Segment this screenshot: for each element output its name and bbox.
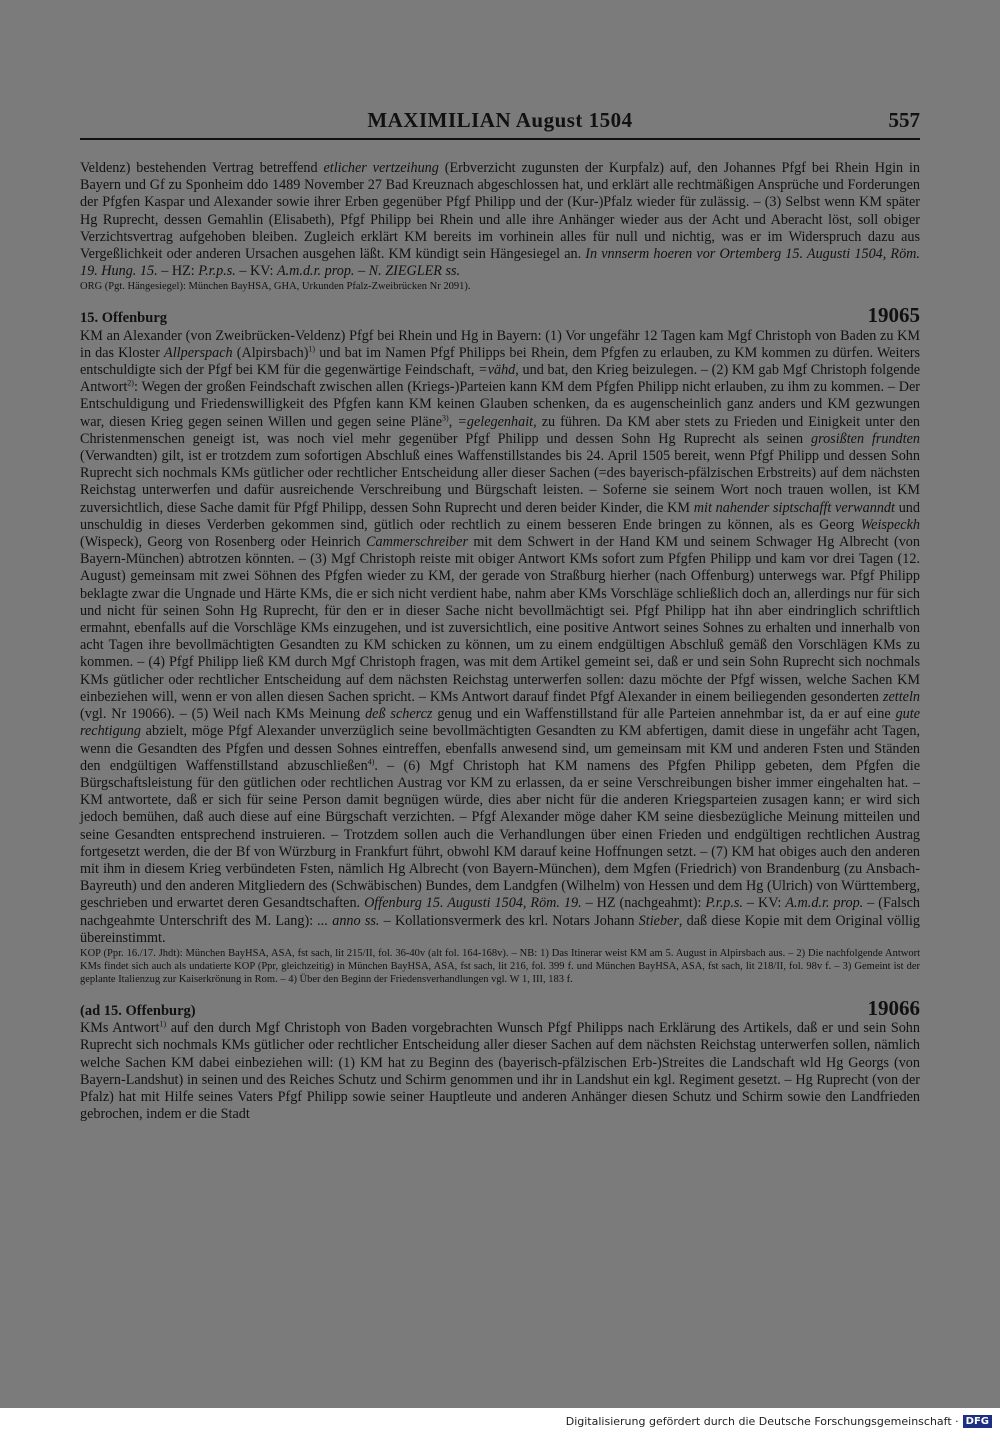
document-text: KMs Antwort$^{1)}$ auf den durch Mgf Christoph von Baden vorgebrachten Wunsch Pfgf Philipps nach Erklärung des Artikels, daß er und sein Sohn Ruprecht sich nochmals KMs gütlicher oder rechtlicher Entscheidung aller dieser Sachen auf dem nächsten Reichstag unterwerfen sollen, nämlich welche Sachen KM dabei einbeziehen will: (1) KM hat zu Beginn des (bayerisch-pfälzischen Erb-)Streites die Landschaft wld Hg Georgs (von Bayern-Landshut) in seinen und des Reiches Schutz und Schirm genommen und ihr in Landshut ein kgl. Regiment gesetzt. – Hg Ruprecht (von der Pfalz) hat mit Hilfe seines Vaters Pfgf Philipp sowie seiner Hauptleute und anderen Anhänger diesen Schutz und Schirm sowie den Landfrieden gebrochen, indem er die Stadt (80, 1019, 920, 1123)
credit-text: Digitalisierung gefördert durch die Deutsche Forschungsgemeinschaft · (565, 1415, 959, 1428)
source-note: KOP (Ppr. 16./17. Jhdt): München BayHSA, ASA, fst sach, lit 215/II, fol. 36-40v (alt fol. 164-168v). – NB: 1) Das Itinerar weist KM am 5. August in Alpirsbach aus. – 2) Die nachfolgende Antwort KMs findet sich auch als undatierte KOP (Ppr, gleichzeitig) in München BayHSA, ASA, fst sach, lit 216, fol. 399 f. und München BayHSA, ASA, fst sach, lit 218/II, fol. 98v f. – 3) Gemeint ist der geplante Italienzug zur Kaiserkrönung in Rom. – 4) Über den Beginn der Friedensverhandlungen vgl. W 1, III, 183 f. (80, 947, 920, 985)
footnote-marker: 2) (127, 378, 134, 388)
document-place-date: 15. Offenburg (80, 310, 167, 327)
source-note: ORG (Pgt. Hängesiegel): München BayHSA, GHA, Urkunden Pfalz-Zweibrücken Nr 2091). (80, 281, 471, 293)
document-place-date: (ad 15. Offenburg) (80, 1002, 196, 1019)
footnote-marker: 4) (367, 756, 375, 766)
dfg-logo: DFG (963, 1415, 992, 1428)
running-title: MAXIMILIAN August 1504 (367, 108, 633, 132)
footnote-marker: 1) (159, 1019, 167, 1029)
document-text: KM an Alexander (von Zweibrücken-Veldenz) Pfgf bei Rhein und Hg in Bayern: (1) Vor ungefähr 12 Tagen kam Mgf Christoph von Baden zu KM in das Kloster Allperspach (Alpirsbach)$^{1)}$ und bat im Namen Pfgf Philipps bei Rhein, dem Pfgfen zu erlauben, zu KM kommen zu dürfen. Weiters entschuldigte sich der Pfgf bei KM für die gegenwärtige Feindschaft, =vähd, und bat, den Krieg beizulegen. – (2) KM gab Mgf Christoph folgende Antwort$^{2)}$: Wegen der großen Feindschaft zwischen allen (Kriegs-)Parteien kann KM dem Pfgfen Philipp nicht erlauben, zu ihm zu kommen. – Der Entschuldigung und Friedenswilligkeit des Pfgfen kann KM keinen Glauben schenken, da es augenscheinlich ganz anders und KM gezwungen war, diesen Krieg gegen seinen Willen und gegen seine Pläne$^{3)}$, =gelegenhait, zu führen. Da KM aber stets zu Frieden und Einigkeit unter den Christenmenschen geneigt ist, was noch viel mehr gegenüber Pfgf Philipp und dessen Sohn Hg Ruprecht als seinen grosißten frundten (Verwandten) gilt, ist er trotzdem zum sofortigen Abschluß eines Waffenstillstandes bis 24. April 1505 bereit, wenn Pfgf Philipp und dessen Sohn Ruprecht sich nochmals KMs gütlicher oder rechtlicher Entscheidung aller dieser Sachen (=des bayerisch-pfälzischen Erbstreits) auf dem nächsten Reichstag unterwerfen und dafür ausreichende Verschreibung und Bürgschaft leisten. – Soferne sie seinem Wort noch trauen wollen, ist KM zuversichtlich, diese Sache damit für Pfgf Philipp, dessen Sohn Ruprecht und deren beider Kinder, die KM mit nahender siptschafft verwanndt und unschuldig in dieses Verderben gekommen sind, gütlich oder rechtlich zu einem besseren Ende bringen zu können, als es Georg Weispeckh (Wispeck), Georg von Rosenberg oder Heinrich Cammerschreiber mit dem Schwert in der Hand KM und seinem Schwager Hg Albrecht (von Bayern-München) abtrotzen könnten. – (3) Mgf Christoph reiste mit obiger Antwort KMs sofort zum Pfgfen Philipp und kam vor drei Tagen (12. August) gemeinsam mit zwei Söhnen des Pfgfen wieder zu KM, der gerade von Straßburg hierher (nach Offenburg) unterwegs war. Pfgf Philipp beklagte zwar die Ungnade und Härte KMs, die er sich nicht verdient habe, nahm aber KMs Vorschläge schließlich doch an, allerdings nur für sich und nicht für seinen Sohn Hg Ruprecht, für den er in dieser Sache nicht bevollmächtigt sei. Pfgf Philipp hat ihn aber eindringlich schriftlich ermahnt, ebenfalls auf die Vorschläge KMs einzugehen, und ist zuversichtlich, eine positive Antwort seines Sohnes zu erhalten und innerhalb von acht Tagen ihre bevollmächtigten Gesandten zu KM schicken zu können, um zu einem endgültigen Abschluß gemäß den Vorschlägen KMs zu kommen. – (4) Pfgf Philipp ließ KM durch Mgf Christoph fragen, was mit dem Artikel gemeint sei, daß er und sein Sohn Ruprecht sich nochmals KMs gütlicher oder rechtlicher Entscheidung auf dem nächsten Reichstag unterwerfen sollen: dazu möchte der Pfgf wissen, welche Sachen KM einbeziehen will, wenn er von allen diesen Sachen spricht. – KMs Antwort darauf findet Pfgf Alexander in einem beiliegenden gesonderten zetteln (vgl. Nr 19066). – (5) Weil nach KMs Meinung deß schercz genug und ein Waffenstillstand für alle Parteien annehmbar ist, da er auf eine gute rechtigung abzielt, möge Pfgf Alexander unverzüglich seine bevollmächtigten Gesandten zu KM abfertigen, damit diese in ungefähr acht Tagen, wenn die Gesandten des Pfgfen und dessen Sohnes eintreffen, ebenfalls anwesend sind, um gemeinsam mit KM und anderen Fsten und Ständen den endgültigen Waffenstillstand abzuschließen$^{4)}$. – (6) Mgf Christoph hat KM namens des Pfgfen Philipp gebeten, dem Pfgfen die Bürgschaftsleistung für den gütlichen oder rechtlichen Austrag vor KM zu erlassen, da er seine Verschreibungen bisher immer eingehalten hat. – KM antwortete, daß er sich für seine Person damit begnügen würde, dies aber nicht für die anderen Kriegsparteien zusagen kann; er wird sich jedoch bemühen, daß auch diese auf eine Bürgschaft verzichten. – Pfgf Alexander möge daher KM seine diesbezügliche Meinung mitteilen und seine Gesandten entsprechend instruieren. – Trotzdem sollen auch die Verhandlungen über einen Frieden und endgültigen rechtlichen Austrag fortgesetzt werden, die der Bf von Würzburg in Frankfurt führt, obwohl KM darauf keine Hoffnungen setzt. – (7) KM hat obiges auch den anderen mit ihm in diesem Krieg verbündeten Fsten, nämlich Hg Albrecht (von Bayern-München), dem Mgfen (Friedrich) von Brandenburg (zu Ansbach-Bayreuth) und den anderen Mitgliedern des (Schwäbischen) Bundes, dem Landgfen (Wilhelm) von Hessen und dem Hg (Ulrich) von Württemberg, geschrieben und erwartet deren Gesandtschaften. Offenburg 15. Augusti 1504, Röm. 19. – HZ (nachgeahmt): P.r.p.s. – KV: A.m.d.r. prop. – (Falsch nachgeahmte Unterschrift des M. Lang): ... anno ss. – Kollationsvermerk des krl. Notars Johann Stieber, daß diese Kopie mit dem Original völlig übereinstimmt. (80, 327, 920, 946)
digitization-credit (566, 1415, 992, 1428)
document-heading (80, 305, 920, 327)
document-number: 19065 (867, 303, 920, 328)
document-heading (80, 995, 920, 1020)
footnote-marker: 1) (308, 344, 316, 354)
page-number: 557 (888, 108, 920, 132)
continuation-paragraph: Veldenz) bestehenden Vertrag betreffend etlicher vertzeihung (Erbverzicht zugunsten der Kurpfalz) auf, den Johannes Pfgf bei Rhein Hgin in Bayern und Gf zu Sponheim ddo 1489 November 27 Bad Kreuznach abgeschlossen hat, und erklärt alle rechtmäßigen Ansprüche und Forderungen der Pfgfen Kaspar und Alexander sowie ihrer Erben gegenüber Pfgf Philipp und der (Kur-)Pfalz wieder für zulässig. – (3) Selbst wenn KM später Hg Ruprecht, dessen Gemahlin (Elisabeth), Pfgf Philipp bei Rhein und alle ihre Anhänger wieder aus der Acht und Aberacht löst, soll obiger Verzichtsvertrag aufgehoben bleiben. Zugleich erklärt KM bereits im vorhinein alles für null und nichtig, was er im Widerspruch dazu aus Vergeßlichkeit oder anderen Ursachen ausgehen läßt. KM kündigt sein Hängesiegel an. In vnnserm hoeren vor Ortemberg 15. Augusti 1504, Röm. 19. Hung. 15. – HZ: P.r.p.s. – KV: A.m.d.r. prop. – N. ZIEGLER ss. (80, 160, 921, 280)
page-header (80, 108, 920, 140)
footnote-marker: 3) (442, 412, 449, 422)
page-body (80, 160, 920, 1123)
document-number: 19066 (867, 995, 920, 1020)
